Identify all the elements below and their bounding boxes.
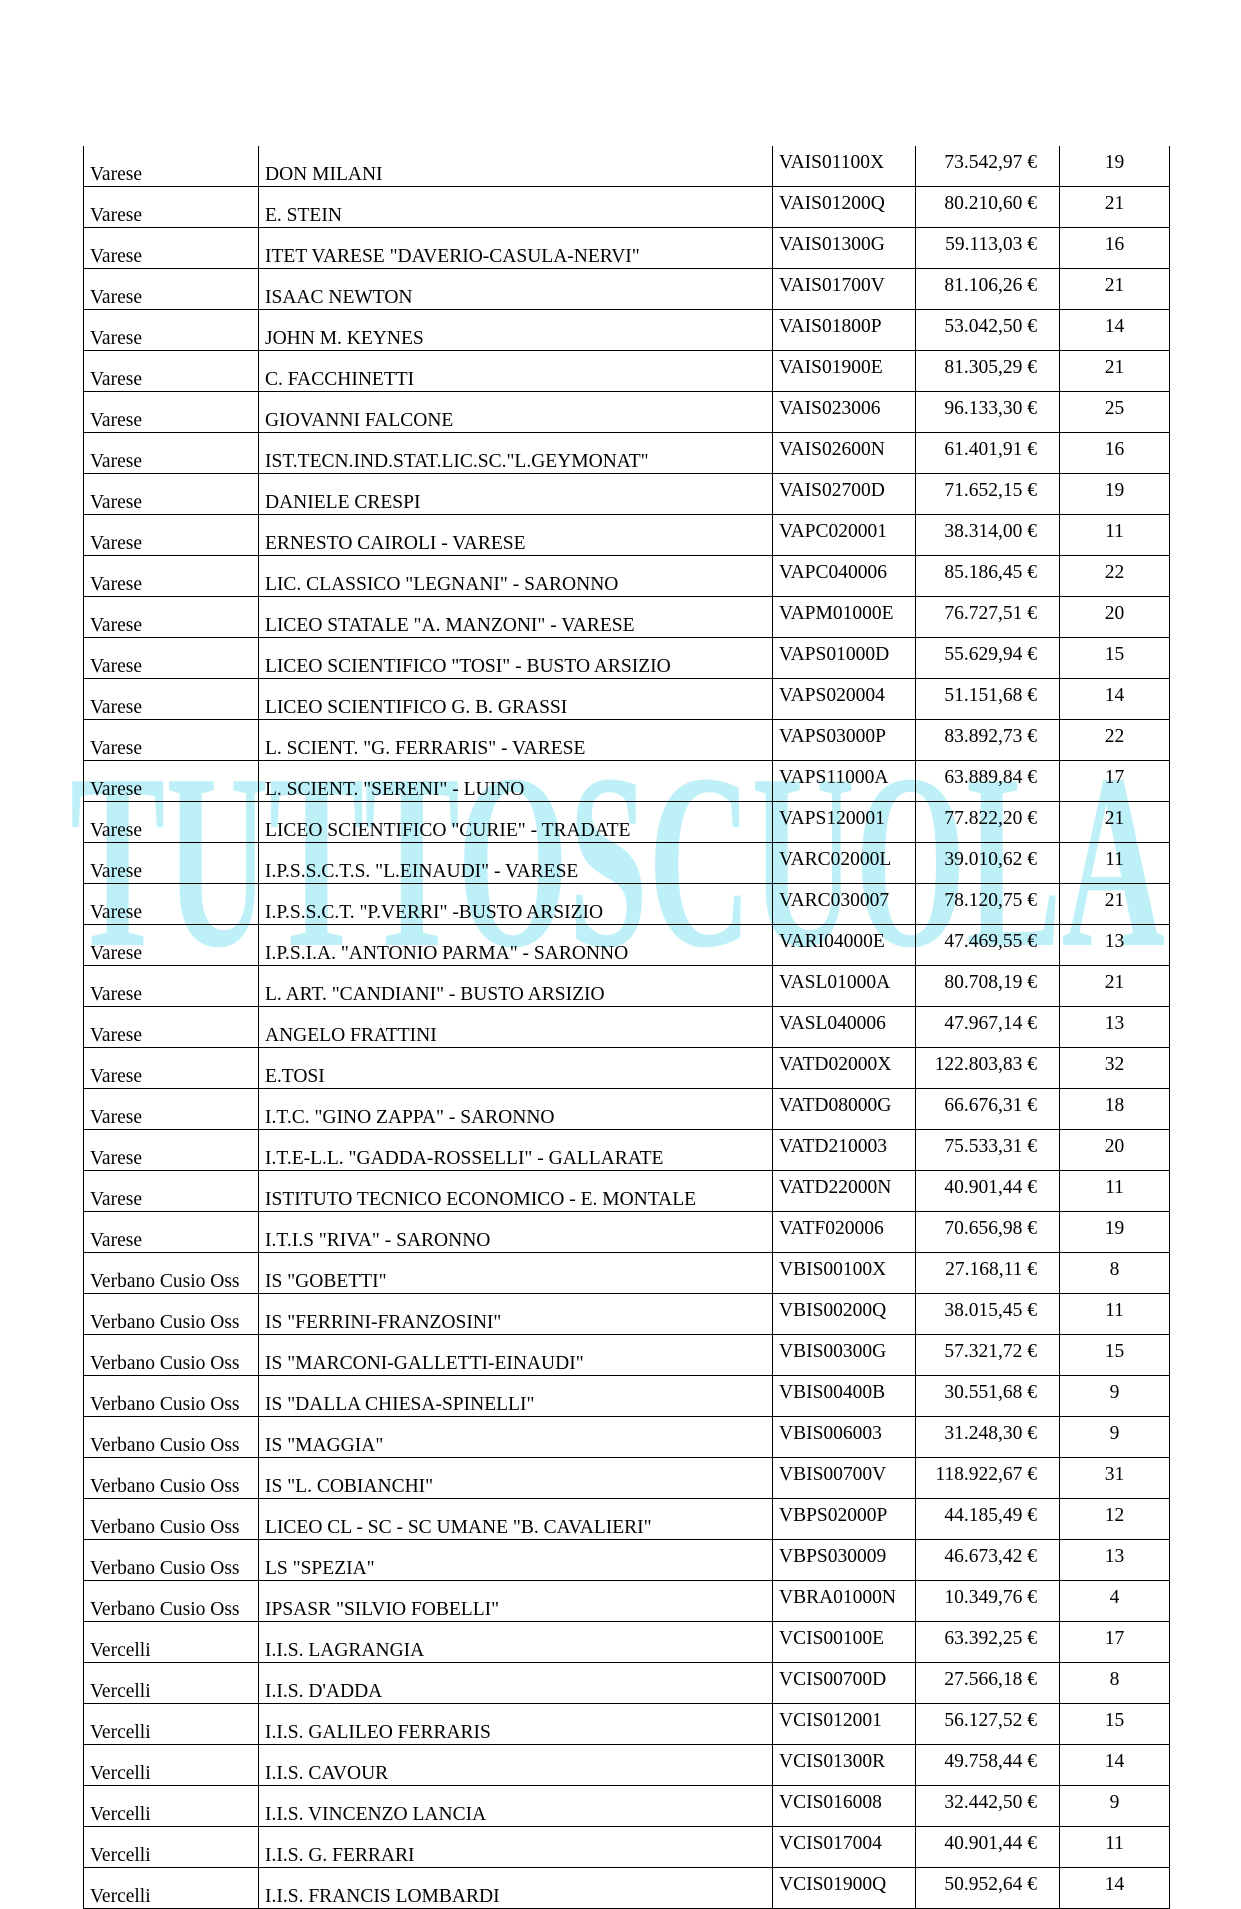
school-name-cell: IS "MAGGIA" (259, 1417, 773, 1458)
table-body (84, 146, 1170, 1909)
count-cell: 16 (1060, 228, 1170, 269)
province-cell: Verbano Cusio Oss (84, 1540, 259, 1581)
count-cell: 15 (1060, 638, 1170, 679)
amount-cell: 47.967,14 € (916, 1007, 1060, 1048)
amount-cell: 63.392,25 € (916, 1622, 1060, 1663)
table-row (84, 843, 1170, 884)
count-cell: 19 (1060, 146, 1170, 187)
school-name-cell: LS "SPEZIA" (259, 1540, 773, 1581)
province-cell: Varese (84, 925, 259, 966)
school-code-cell: VAPS03000P (773, 720, 916, 761)
school-code-cell: VAIS02600N (773, 433, 916, 474)
amount-cell: 75.533,31 € (916, 1130, 1060, 1171)
count-cell: 17 (1060, 1622, 1170, 1663)
watermark-text: TUTTOSCUOLA (70, 723, 1165, 990)
amount-cell: 118.922,67 € (916, 1458, 1060, 1499)
count-cell: 9 (1060, 1786, 1170, 1827)
school-name-cell: IST.TECN.IND.STAT.LIC.SC."L.GEYMONAT" (259, 433, 773, 474)
count-cell: 21 (1060, 802, 1170, 843)
table-row (84, 884, 1170, 925)
school-code-cell: VBIS00100X (773, 1253, 916, 1294)
province-cell: Varese (84, 1007, 259, 1048)
count-cell: 15 (1060, 1335, 1170, 1376)
school-code-cell: VASL040006 (773, 1007, 916, 1048)
count-cell: 15 (1060, 1704, 1170, 1745)
amount-cell: 32.442,50 € (916, 1786, 1060, 1827)
table-row (84, 1786, 1170, 1827)
table-row (84, 1376, 1170, 1417)
amount-cell: 40.901,44 € (916, 1827, 1060, 1868)
school-name-cell: GIOVANNI FALCONE (259, 392, 773, 433)
table-row (84, 802, 1170, 843)
count-cell: 21 (1060, 269, 1170, 310)
table-row (84, 761, 1170, 802)
amount-cell: 55.629,94 € (916, 638, 1060, 679)
school-name-cell: JOHN M. KEYNES (259, 310, 773, 351)
amount-cell: 78.120,75 € (916, 884, 1060, 925)
count-cell: 22 (1060, 556, 1170, 597)
province-cell: Varese (84, 433, 259, 474)
count-cell: 32 (1060, 1048, 1170, 1089)
province-cell: Varese (84, 187, 259, 228)
count-cell: 13 (1060, 1007, 1170, 1048)
school-code-cell: VBIS00400B (773, 1376, 916, 1417)
table-row (84, 1130, 1170, 1171)
school-name-cell: IS "L. COBIANCHI" (259, 1458, 773, 1499)
school-name-cell: DON MILANI (259, 146, 773, 187)
count-cell: 11 (1060, 1294, 1170, 1335)
table-row (84, 1294, 1170, 1335)
school-code-cell: VCIS00700D (773, 1663, 916, 1704)
count-cell: 20 (1060, 1130, 1170, 1171)
amount-cell: 39.010,62 € (916, 843, 1060, 884)
province-cell: Vercelli (84, 1868, 259, 1909)
province-cell: Varese (84, 392, 259, 433)
amount-cell: 73.542,97 € (916, 146, 1060, 187)
table-row (84, 1335, 1170, 1376)
school-code-cell: VBIS00700V (773, 1458, 916, 1499)
table-row (84, 187, 1170, 228)
school-name-cell: E.TOSI (259, 1048, 773, 1089)
table-row (84, 351, 1170, 392)
table-row (84, 638, 1170, 679)
province-cell: Varese (84, 1212, 259, 1253)
table-row (84, 474, 1170, 515)
province-cell: Varese (84, 1089, 259, 1130)
school-name-cell: LIC. CLASSICO "LEGNANI" - SARONNO (259, 556, 773, 597)
school-name-cell: DANIELE CRESPI (259, 474, 773, 515)
table-row (84, 310, 1170, 351)
table-row (84, 1253, 1170, 1294)
province-cell: Vercelli (84, 1745, 259, 1786)
province-cell: Varese (84, 1130, 259, 1171)
count-cell: 11 (1060, 1827, 1170, 1868)
table-row (84, 720, 1170, 761)
school-code-cell: VCIS012001 (773, 1704, 916, 1745)
table-row (84, 679, 1170, 720)
school-name-cell: LICEO SCIENTIFICO G. B. GRASSI (259, 679, 773, 720)
school-code-cell: VAIS01900E (773, 351, 916, 392)
province-cell: Varese (84, 802, 259, 843)
province-cell: Verbano Cusio Oss (84, 1581, 259, 1622)
table-row (84, 1048, 1170, 1089)
school-code-cell: VAPS01000D (773, 638, 916, 679)
school-code-cell: VAIS01100X (773, 146, 916, 187)
school-code-cell: VAPS11000A (773, 761, 916, 802)
table-row (84, 597, 1170, 638)
school-code-cell: VAIS01800P (773, 310, 916, 351)
amount-cell: 96.133,30 € (916, 392, 1060, 433)
amount-cell: 80.708,19 € (916, 966, 1060, 1007)
school-name-cell: ISAAC NEWTON (259, 269, 773, 310)
amount-cell: 76.727,51 € (916, 597, 1060, 638)
province-cell: Verbano Cusio Oss (84, 1253, 259, 1294)
count-cell: 11 (1060, 843, 1170, 884)
amount-cell: 27.566,18 € (916, 1663, 1060, 1704)
province-cell: Vercelli (84, 1622, 259, 1663)
amount-cell: 61.401,91 € (916, 433, 1060, 474)
count-cell: 25 (1060, 392, 1170, 433)
table-row (84, 1007, 1170, 1048)
province-cell: Varese (84, 351, 259, 392)
school-name-cell: I.P.S.S.C.T. "P.VERRI" -BUSTO ARSIZIO (259, 884, 773, 925)
amount-cell: 57.321,72 € (916, 1335, 1060, 1376)
school-name-cell: I.I.S. D'ADDA (259, 1663, 773, 1704)
table-row (84, 556, 1170, 597)
amount-cell: 46.673,42 € (916, 1540, 1060, 1581)
school-name-cell: C. FACCHINETTI (259, 351, 773, 392)
count-cell: 11 (1060, 515, 1170, 556)
school-name-cell: IS "DALLA CHIESA-SPINELLI" (259, 1376, 773, 1417)
table-row (84, 1458, 1170, 1499)
school-code-cell: VASL01000A (773, 966, 916, 1007)
school-code-cell: VATD210003 (773, 1130, 916, 1171)
province-cell: Varese (84, 679, 259, 720)
table-row (84, 1704, 1170, 1745)
school-name-cell: I.I.S. LAGRANGIA (259, 1622, 773, 1663)
school-code-cell: VBIS006003 (773, 1417, 916, 1458)
school-name-cell: LICEO SCIENTIFICO "TOSI" - BUSTO ARSIZIO (259, 638, 773, 679)
school-code-cell: VATD08000G (773, 1089, 916, 1130)
school-name-cell: E. STEIN (259, 187, 773, 228)
province-cell: Varese (84, 597, 259, 638)
amount-cell: 44.185,49 € (916, 1499, 1060, 1540)
table-row (84, 1417, 1170, 1458)
province-cell: Verbano Cusio Oss (84, 1499, 259, 1540)
amount-cell: 80.210,60 € (916, 187, 1060, 228)
count-cell: 17 (1060, 761, 1170, 802)
school-code-cell: VCIS01300R (773, 1745, 916, 1786)
count-cell: 18 (1060, 1089, 1170, 1130)
table-row (84, 1827, 1170, 1868)
table-row (84, 1581, 1170, 1622)
table-row (84, 1212, 1170, 1253)
school-code-cell: VCIS01900Q (773, 1868, 916, 1909)
school-name-cell: IS "FERRINI-FRANZOSINI" (259, 1294, 773, 1335)
school-name-cell: L. SCIENT. "G. FERRARIS" - VARESE (259, 720, 773, 761)
count-cell: 14 (1060, 679, 1170, 720)
school-name-cell: L. SCIENT. "SERENI" - LUINO (259, 761, 773, 802)
school-code-cell: VCIS016008 (773, 1786, 916, 1827)
school-code-cell: VAPC020001 (773, 515, 916, 556)
table-row (84, 1868, 1170, 1909)
school-name-cell: I.T.I.S "RIVA" - SARONNO (259, 1212, 773, 1253)
amount-cell: 53.042,50 € (916, 310, 1060, 351)
table-row (84, 228, 1170, 269)
school-name-cell: LICEO SCIENTIFICO "CURIE" - TRADATE (259, 802, 773, 843)
amount-cell: 40.901,44 € (916, 1171, 1060, 1212)
school-name-cell: I.T.C. "GINO ZAPPA" - SARONNO (259, 1089, 773, 1130)
school-name-cell: I.T.E-L.L. "GADDA-ROSSELLI" - GALLARATE (259, 1130, 773, 1171)
amount-cell: 77.822,20 € (916, 802, 1060, 843)
school-code-cell: VAIS01200Q (773, 187, 916, 228)
amount-cell: 59.113,03 € (916, 228, 1060, 269)
amount-cell: 81.106,26 € (916, 269, 1060, 310)
province-cell: Varese (84, 966, 259, 1007)
table-row (84, 1622, 1170, 1663)
count-cell: 31 (1060, 1458, 1170, 1499)
school-code-cell: VCIS017004 (773, 1827, 916, 1868)
table-row (84, 269, 1170, 310)
province-cell: Verbano Cusio Oss (84, 1417, 259, 1458)
amount-cell: 38.015,45 € (916, 1294, 1060, 1335)
table-row (84, 392, 1170, 433)
province-cell: Verbano Cusio Oss (84, 1294, 259, 1335)
school-code-cell: VARC02000L (773, 843, 916, 884)
province-cell: Vercelli (84, 1827, 259, 1868)
province-cell: Varese (84, 310, 259, 351)
school-name-cell: I.I.S. VINCENZO LANCIA (259, 1786, 773, 1827)
table-row (84, 925, 1170, 966)
school-code-cell: VAIS023006 (773, 392, 916, 433)
school-name-cell: ISTITUTO TECNICO ECONOMICO - E. MONTALE (259, 1171, 773, 1212)
count-cell: 11 (1060, 1171, 1170, 1212)
province-cell: Varese (84, 720, 259, 761)
school-name-cell: IS "GOBETTI" (259, 1253, 773, 1294)
count-cell: 13 (1060, 1540, 1170, 1581)
amount-cell: 66.676,31 € (916, 1089, 1060, 1130)
table-row (84, 1540, 1170, 1581)
school-code-cell: VATF020006 (773, 1212, 916, 1253)
province-cell: Vercelli (84, 1704, 259, 1745)
school-code-cell: VAPC040006 (773, 556, 916, 597)
province-cell: Verbano Cusio Oss (84, 1376, 259, 1417)
school-name-cell: I.P.S.I.A. "ANTONIO PARMA" - SARONNO (259, 925, 773, 966)
table-row (84, 1663, 1170, 1704)
count-cell: 19 (1060, 474, 1170, 515)
table-row (84, 1745, 1170, 1786)
count-cell: 14 (1060, 310, 1170, 351)
count-cell: 13 (1060, 925, 1170, 966)
table-row (84, 966, 1170, 1007)
province-cell: Vercelli (84, 1786, 259, 1827)
province-cell: Varese (84, 1048, 259, 1089)
count-cell: 9 (1060, 1417, 1170, 1458)
province-cell: Verbano Cusio Oss (84, 1458, 259, 1499)
amount-cell: 56.127,52 € (916, 1704, 1060, 1745)
province-cell: Varese (84, 474, 259, 515)
school-name-cell: ANGELO FRATTINI (259, 1007, 773, 1048)
amount-cell: 38.314,00 € (916, 515, 1060, 556)
province-cell: Varese (84, 269, 259, 310)
school-name-cell: LICEO CL - SC - SC UMANE "B. CAVALIERI" (259, 1499, 773, 1540)
count-cell: 8 (1060, 1253, 1170, 1294)
school-code-cell: VATD02000X (773, 1048, 916, 1089)
count-cell: 16 (1060, 433, 1170, 474)
schools-funding-table (83, 146, 1170, 1909)
amount-cell: 49.758,44 € (916, 1745, 1060, 1786)
school-name-cell: IPSASR "SILVIO FOBELLI" (259, 1581, 773, 1622)
table-row (84, 1499, 1170, 1540)
province-cell: Varese (84, 515, 259, 556)
school-code-cell: VAIS01300G (773, 228, 916, 269)
amount-cell: 122.803,83 € (916, 1048, 1060, 1089)
count-cell: 21 (1060, 966, 1170, 1007)
school-name-cell: LICEO STATALE "A. MANZONI" - VARESE (259, 597, 773, 638)
school-name-cell: I.I.S. G. FERRARI (259, 1827, 773, 1868)
count-cell: 4 (1060, 1581, 1170, 1622)
count-cell: 21 (1060, 187, 1170, 228)
count-cell: 8 (1060, 1663, 1170, 1704)
school-name-cell: IS "MARCONI-GALLETTI-EINAUDI" (259, 1335, 773, 1376)
school-code-cell: VBPS030009 (773, 1540, 916, 1581)
province-cell: Varese (84, 146, 259, 187)
count-cell: 9 (1060, 1376, 1170, 1417)
province-cell: Varese (84, 228, 259, 269)
school-code-cell: VBIS00300G (773, 1335, 916, 1376)
table-row (84, 146, 1170, 187)
table-row (84, 1171, 1170, 1212)
table-row (84, 515, 1170, 556)
school-code-cell: VAIS01700V (773, 269, 916, 310)
school-code-cell: VAPM01000E (773, 597, 916, 638)
amount-cell: 63.889,84 € (916, 761, 1060, 802)
amount-cell: 47.469,55 € (916, 925, 1060, 966)
count-cell: 12 (1060, 1499, 1170, 1540)
province-cell: Vercelli (84, 1663, 259, 1704)
count-cell: 20 (1060, 597, 1170, 638)
school-name-cell: I.I.S. CAVOUR (259, 1745, 773, 1786)
school-code-cell: VAPS120001 (773, 802, 916, 843)
count-cell: 14 (1060, 1868, 1170, 1909)
province-cell: Varese (84, 843, 259, 884)
amount-cell: 81.305,29 € (916, 351, 1060, 392)
school-code-cell: VARC030007 (773, 884, 916, 925)
province-cell: Varese (84, 638, 259, 679)
school-code-cell: VAPS020004 (773, 679, 916, 720)
province-cell: Varese (84, 761, 259, 802)
amount-cell: 51.151,68 € (916, 679, 1060, 720)
school-code-cell: VBIS00200Q (773, 1294, 916, 1335)
count-cell: 14 (1060, 1745, 1170, 1786)
amount-cell: 31.248,30 € (916, 1417, 1060, 1458)
school-code-cell: VCIS00100E (773, 1622, 916, 1663)
school-code-cell: VBRA01000N (773, 1581, 916, 1622)
table-row (84, 1089, 1170, 1130)
count-cell: 19 (1060, 1212, 1170, 1253)
school-name-cell: I.P.S.S.C.T.S. "L.EINAUDI" - VARESE (259, 843, 773, 884)
school-name-cell: I.I.S. GALILEO FERRARIS (259, 1704, 773, 1745)
count-cell: 21 (1060, 351, 1170, 392)
school-code-cell: VATD22000N (773, 1171, 916, 1212)
amount-cell: 30.551,68 € (916, 1376, 1060, 1417)
amount-cell: 71.652,15 € (916, 474, 1060, 515)
school-code-cell: VARI04000E (773, 925, 916, 966)
amount-cell: 83.892,73 € (916, 720, 1060, 761)
amount-cell: 27.168,11 € (916, 1253, 1060, 1294)
school-code-cell: VBPS02000P (773, 1499, 916, 1540)
province-cell: Verbano Cusio Oss (84, 1335, 259, 1376)
amount-cell: 85.186,45 € (916, 556, 1060, 597)
province-cell: Varese (84, 884, 259, 925)
province-cell: Varese (84, 1171, 259, 1212)
school-code-cell: VAIS02700D (773, 474, 916, 515)
count-cell: 22 (1060, 720, 1170, 761)
count-cell: 21 (1060, 884, 1170, 925)
table-row (84, 433, 1170, 474)
amount-cell: 70.656,98 € (916, 1212, 1060, 1253)
school-name-cell: ITET VARESE "DAVERIO-CASULA-NERVI" (259, 228, 773, 269)
school-name-cell: I.I.S. FRANCIS LOMBARDI (259, 1868, 773, 1909)
school-name-cell: L. ART. "CANDIANI" - BUSTO ARSIZIO (259, 966, 773, 1007)
amount-cell: 10.349,76 € (916, 1581, 1060, 1622)
amount-cell: 50.952,64 € (916, 1868, 1060, 1909)
province-cell: Varese (84, 556, 259, 597)
school-name-cell: ERNESTO CAIROLI - VARESE (259, 515, 773, 556)
